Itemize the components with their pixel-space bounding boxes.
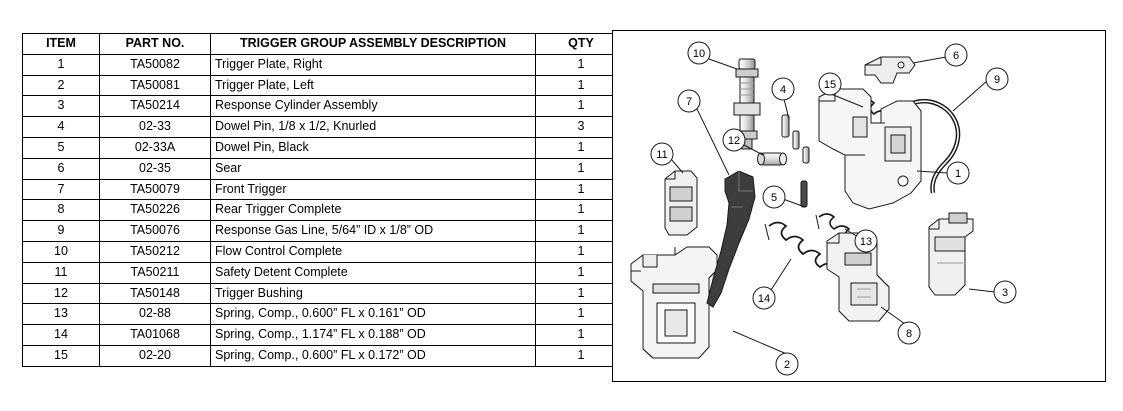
cell-qty: 3 — [536, 117, 627, 138]
table-row — [23, 117, 627, 138]
cell-qty: 1 — [536, 75, 627, 96]
part-trigger-plate-right — [819, 89, 921, 209]
cell-part-no: TA50076 — [100, 221, 211, 242]
cell-item: 3 — [23, 96, 100, 117]
table-row — [23, 221, 627, 242]
cell-description: Trigger Bushing — [211, 283, 536, 304]
cell-qty: 1 — [536, 262, 627, 283]
callout-15 — [819, 73, 841, 95]
callout-9 — [986, 68, 1008, 90]
cell-description: Rear Trigger Complete — [211, 200, 536, 221]
part-sear — [865, 57, 915, 83]
part-front-trigger — [707, 171, 755, 307]
callout-label: 5 — [770, 192, 778, 204]
callout-10 — [688, 42, 710, 64]
cell-description: Sear — [211, 158, 536, 179]
table-row — [23, 325, 627, 346]
cell-item: 5 — [23, 137, 100, 158]
cell-part-no: 02-20 — [100, 345, 211, 366]
cell-item: 15 — [23, 345, 100, 366]
header-part-no: PART NO. — [100, 34, 211, 55]
table-row — [23, 137, 627, 158]
cell-item: 14 — [23, 325, 100, 346]
callout-8 — [898, 322, 920, 344]
cell-description: Flow Control Complete — [211, 241, 536, 262]
callout-1 — [947, 162, 969, 184]
callout-label: 1 — [954, 168, 962, 180]
cell-item: 10 — [23, 241, 100, 262]
callout-14 — [753, 287, 775, 309]
cell-part-no: TA50079 — [100, 179, 211, 200]
cell-item: 13 — [23, 304, 100, 325]
table-row — [23, 54, 627, 75]
header-item: ITEM — [23, 34, 100, 55]
callout-2 — [776, 353, 798, 375]
cell-description: Dowel Pin, 1/8 x 1/2, Knurled — [211, 117, 536, 138]
cell-qty: 1 — [536, 283, 627, 304]
cell-item: 6 — [23, 158, 100, 179]
cell-qty: 1 — [536, 54, 627, 75]
cell-description: Spring, Comp., 0.600” FL x 0.172” OD — [211, 345, 536, 366]
cell-qty: 1 — [536, 325, 627, 346]
callout-label: 15 — [823, 79, 837, 91]
cell-description: Spring, Comp., 1.174” FL x 0.188” OD — [211, 325, 536, 346]
cell-part-no: TA50211 — [100, 262, 211, 283]
cell-part-no: 02-33 — [100, 117, 211, 138]
cell-description: Response Gas Line, 5/64” ID x 1/8” OD — [211, 221, 536, 242]
cell-qty: 1 — [536, 304, 627, 325]
cell-item: 12 — [23, 283, 100, 304]
callout-label: 8 — [905, 328, 913, 340]
callout-label: 2 — [783, 359, 791, 371]
table-row — [23, 345, 627, 366]
cell-description: Trigger Plate, Left — [211, 75, 536, 96]
cell-part-no: 02-35 — [100, 158, 211, 179]
table-row — [23, 262, 627, 283]
table-row — [23, 304, 627, 325]
cell-part-no: TA50226 — [100, 200, 211, 221]
cell-description: Dowel Pin, Black — [211, 137, 536, 158]
cell-description: Spring, Comp., 0.600” FL x 0.161” OD — [211, 304, 536, 325]
part-trigger-plate-left — [631, 247, 717, 358]
table-row — [23, 75, 627, 96]
table-row — [23, 200, 627, 221]
diagram-svg — [613, 31, 1105, 381]
cell-qty: 1 — [536, 345, 627, 366]
callout-label: 14 — [757, 293, 771, 305]
part-spring-14 — [765, 223, 836, 268]
header-description: TRIGGER GROUP ASSEMBLY DESCRIPTION — [211, 34, 536, 55]
cell-part-no: TA50082 — [100, 54, 211, 75]
table-row — [23, 96, 627, 117]
callout-12 — [723, 129, 745, 151]
cell-qty: 1 — [536, 179, 627, 200]
table-row — [23, 179, 627, 200]
cell-qty: 1 — [536, 137, 627, 158]
callout-label: 7 — [685, 96, 693, 108]
callout-label: 10 — [692, 48, 706, 60]
parts-table-header — [23, 34, 627, 55]
table-row — [23, 158, 627, 179]
cell-part-no: TA01068 — [100, 325, 211, 346]
callout-label: 6 — [952, 50, 960, 62]
part-dowel-pin-black — [801, 181, 807, 207]
callout-label: 9 — [993, 74, 1001, 86]
callout-label: 13 — [859, 236, 873, 248]
callout-label: 3 — [1001, 287, 1009, 299]
part-safety-detent — [665, 171, 697, 235]
callout-11 — [651, 143, 673, 165]
cell-part-no: TA50214 — [100, 96, 211, 117]
cell-description: Safety Detent Complete — [211, 262, 536, 283]
part-response-cylinder — [929, 213, 973, 295]
callout-6 — [945, 44, 967, 66]
cell-description: Trigger Plate, Right — [211, 54, 536, 75]
callout-13 — [855, 230, 877, 252]
cell-item: 2 — [23, 75, 100, 96]
table-row — [23, 283, 627, 304]
cell-part-no: 02-88 — [100, 304, 211, 325]
callout-7 — [678, 90, 700, 112]
cell-qty: 1 — [536, 241, 627, 262]
cell-description: Front Trigger — [211, 179, 536, 200]
cell-qty: 1 — [536, 221, 627, 242]
cell-item: 7 — [23, 179, 100, 200]
cell-item: 11 — [23, 262, 100, 283]
cell-part-no: 02-33A — [100, 137, 211, 158]
cell-qty: 1 — [536, 200, 627, 221]
header-qty: QTY — [536, 34, 627, 55]
callout-label: 12 — [727, 135, 741, 147]
cell-item: 1 — [23, 54, 100, 75]
parts-table-body — [23, 54, 627, 366]
cell-qty: 1 — [536, 96, 627, 117]
cell-item: 9 — [23, 221, 100, 242]
callout-label: 4 — [779, 84, 787, 96]
callout-3 — [994, 281, 1016, 303]
exploded-view-diagram — [612, 30, 1106, 382]
parts-table — [22, 33, 627, 367]
cell-part-no: TA50081 — [100, 75, 211, 96]
cell-part-no: TA50148 — [100, 283, 211, 304]
cell-item: 4 — [23, 117, 100, 138]
table-row — [23, 241, 627, 262]
callout-4 — [772, 78, 794, 100]
callout-5 — [763, 186, 785, 208]
callout-label: 11 — [656, 149, 668, 161]
cell-qty: 1 — [536, 158, 627, 179]
cell-item: 8 — [23, 200, 100, 221]
parts-table-container — [22, 33, 594, 367]
cell-part-no: TA50212 — [100, 241, 211, 262]
cell-description: Response Cylinder Assembly — [211, 96, 536, 117]
table-header-row — [23, 34, 627, 55]
